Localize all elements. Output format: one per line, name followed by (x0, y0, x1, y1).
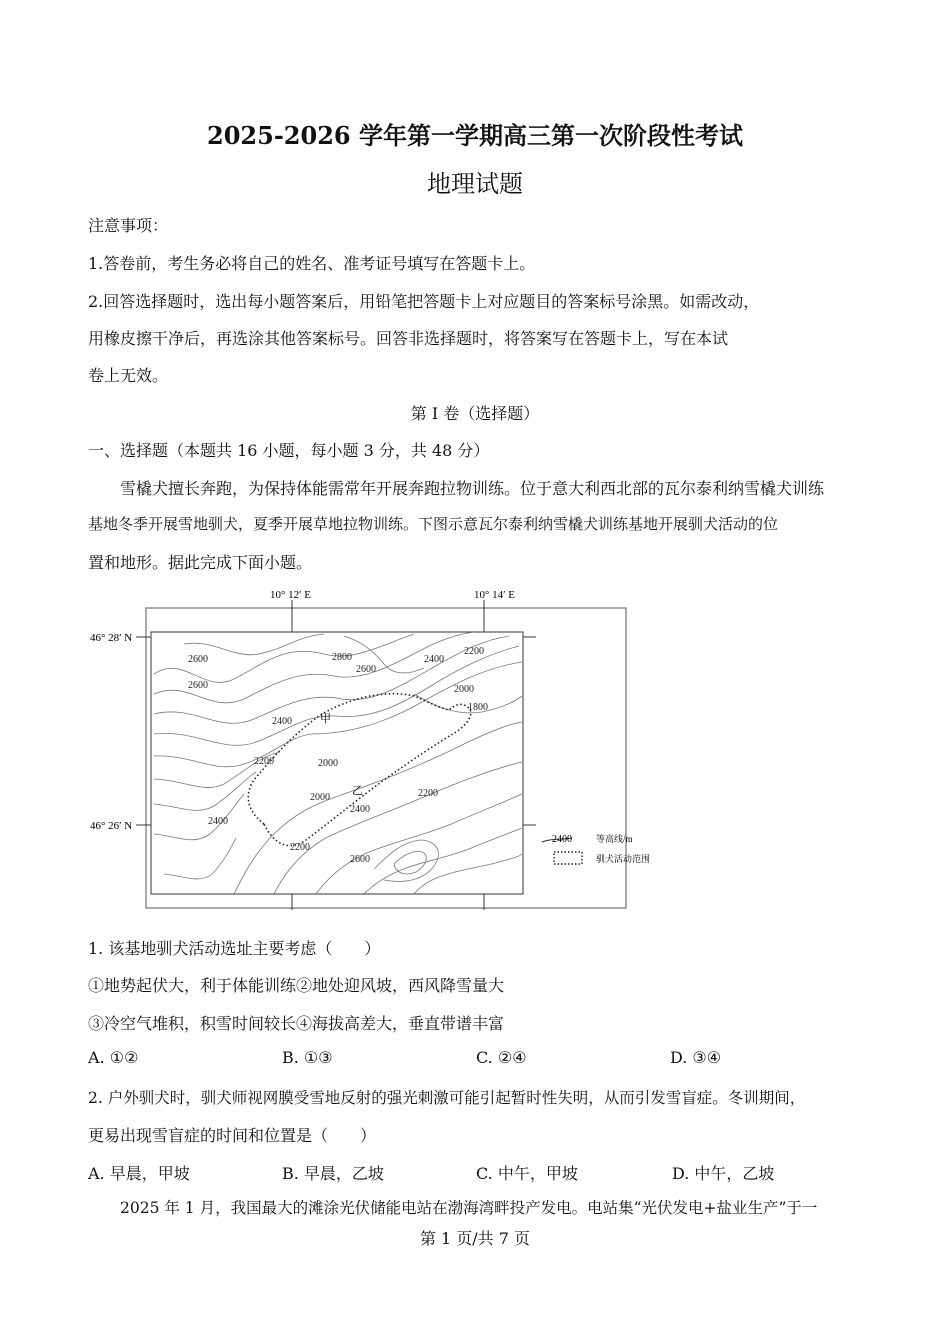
notice-item-2-line-3: 卷上无效。 (88, 366, 169, 385)
legend-area-symbol (554, 852, 582, 864)
contour-label: 2800 (332, 652, 352, 663)
legend-contour-value: 2400 (552, 834, 572, 845)
lon-label-left: 10° 12′ E (270, 589, 312, 601)
contour-label: 1800 (468, 702, 488, 713)
legend-contour-label: 等高线/m (596, 834, 633, 844)
page-number: 第 1 页/共 7 页 (419, 1229, 531, 1248)
contour-label: 2200 (418, 788, 438, 799)
section-heading: 一、选择题（本题共 16 小题，每小题 3 分，共 48 分） (88, 441, 490, 460)
contour-label: 2400 (350, 804, 370, 815)
contour-label: 2000 (310, 792, 330, 803)
lon-label-right: 10° 14′ E (474, 589, 516, 601)
point-yi: 乙 (352, 785, 363, 797)
contour-label: 2200 (254, 756, 274, 767)
map-outer-frame (146, 608, 626, 908)
question-1-statements-1: ①地势起伏大，利于体能训练②地处迎风坡，西风降雪量大 (88, 976, 505, 995)
question-1-stem: 1. 该基地驯犬活动选址主要考虑（ ） (88, 939, 381, 958)
question-1-option-b[interactable]: B. ①③ (282, 1048, 333, 1067)
contour-label: 2200 (464, 646, 484, 657)
volume-heading: 第 Ⅰ 卷（选择题） (410, 404, 540, 423)
question-1-option-c[interactable]: C. ②④ (476, 1048, 527, 1067)
lat-label-bottom: 46° 26′ N (90, 820, 133, 832)
question-2-stem-line-2: 更易出现雪盲症的时间和位置是（ ） (88, 1126, 377, 1145)
legend-area-label: 驯犬活动范围 (596, 854, 651, 864)
contour-label: 2600 (188, 680, 208, 691)
contour-map (84, 584, 694, 914)
contour-lines (154, 632, 522, 894)
question-2-option-d[interactable]: D. 中午，乙坡 (672, 1164, 775, 1183)
question-2-stem-line-1: 2. 户外驯犬时，驯犬师视网膜受雪地反射的强光刺激可能引起暂时性失明，从而引发雪盲症。冬训期间， (88, 1089, 806, 1107)
notice-item-2-line-1: 2.回答选择题时，选出每小题答案后，用铅笔把答题卡上对应题目的答案标号涂黑。如需改动， (88, 292, 760, 311)
contour-label: 2000 (318, 758, 338, 769)
question-1-option-a[interactable]: A. ①② (88, 1048, 139, 1067)
notice-heading: 注意事项： (88, 216, 169, 235)
question-2-option-a[interactable]: A. 早晨，甲坡 (88, 1164, 190, 1183)
next-passage-line: 2025 年 1 月，我国最大的滩涂光伏储能电站在渤海湾畔投产发电。电站集“光伏发电+盐业生产”于一 (120, 1199, 818, 1217)
exam-title: 2025-2026 学年第一学期高三第一次阶段性考试 (207, 121, 743, 150)
contour-label: 2400 (208, 816, 228, 827)
contour-label: 2600 (356, 664, 376, 675)
contour-label: 2000 (454, 684, 474, 695)
contour-label: 2600 (350, 854, 370, 865)
notice-item-2-line-2: 用橡皮擦干净后，再选涂其他答案标号。回答非选择题时，将答案写在答题卡上，写在本试 (88, 329, 729, 348)
contour-label: 2400 (424, 654, 444, 665)
contour-label: 2400 (272, 716, 292, 727)
passage-line-2: 基地冬季开展雪地驯犬，夏季开展草地拉物训练。下图示意瓦尔泰利纳雪橇犬训练基地开展驯犬活动的位 (88, 515, 779, 533)
contour-label: 2600 (188, 654, 208, 665)
lat-label-top: 46° 28′ N (90, 632, 133, 644)
question-2-option-b[interactable]: B. 早晨，乙坡 (282, 1164, 384, 1183)
passage-line-3: 置和地形。据此完成下面小题。 (88, 553, 313, 572)
exam-subject: 地理试题 (427, 170, 523, 198)
notice-item-1: 1.答卷前，考生务必将自己的姓名、准考证号填写在答题卡上。 (88, 254, 536, 273)
question-2-option-c[interactable]: C. 中午，甲坡 (476, 1164, 578, 1183)
question-1-statements-2: ③冷空气堆积，积雪时间较长④海拔高差大，垂直带谱丰富 (88, 1014, 505, 1033)
question-1-option-d[interactable]: D. ③④ (670, 1048, 722, 1067)
passage-line-1: 雪橇犬擅长奔跑，为保持体能需常年开展奔跑拉物训练。位于意大利西北部的瓦尔泰利纳雪橇犬训练 (120, 479, 825, 498)
contour-label: 2200 (290, 842, 310, 853)
point-jia: 甲 (320, 713, 331, 725)
